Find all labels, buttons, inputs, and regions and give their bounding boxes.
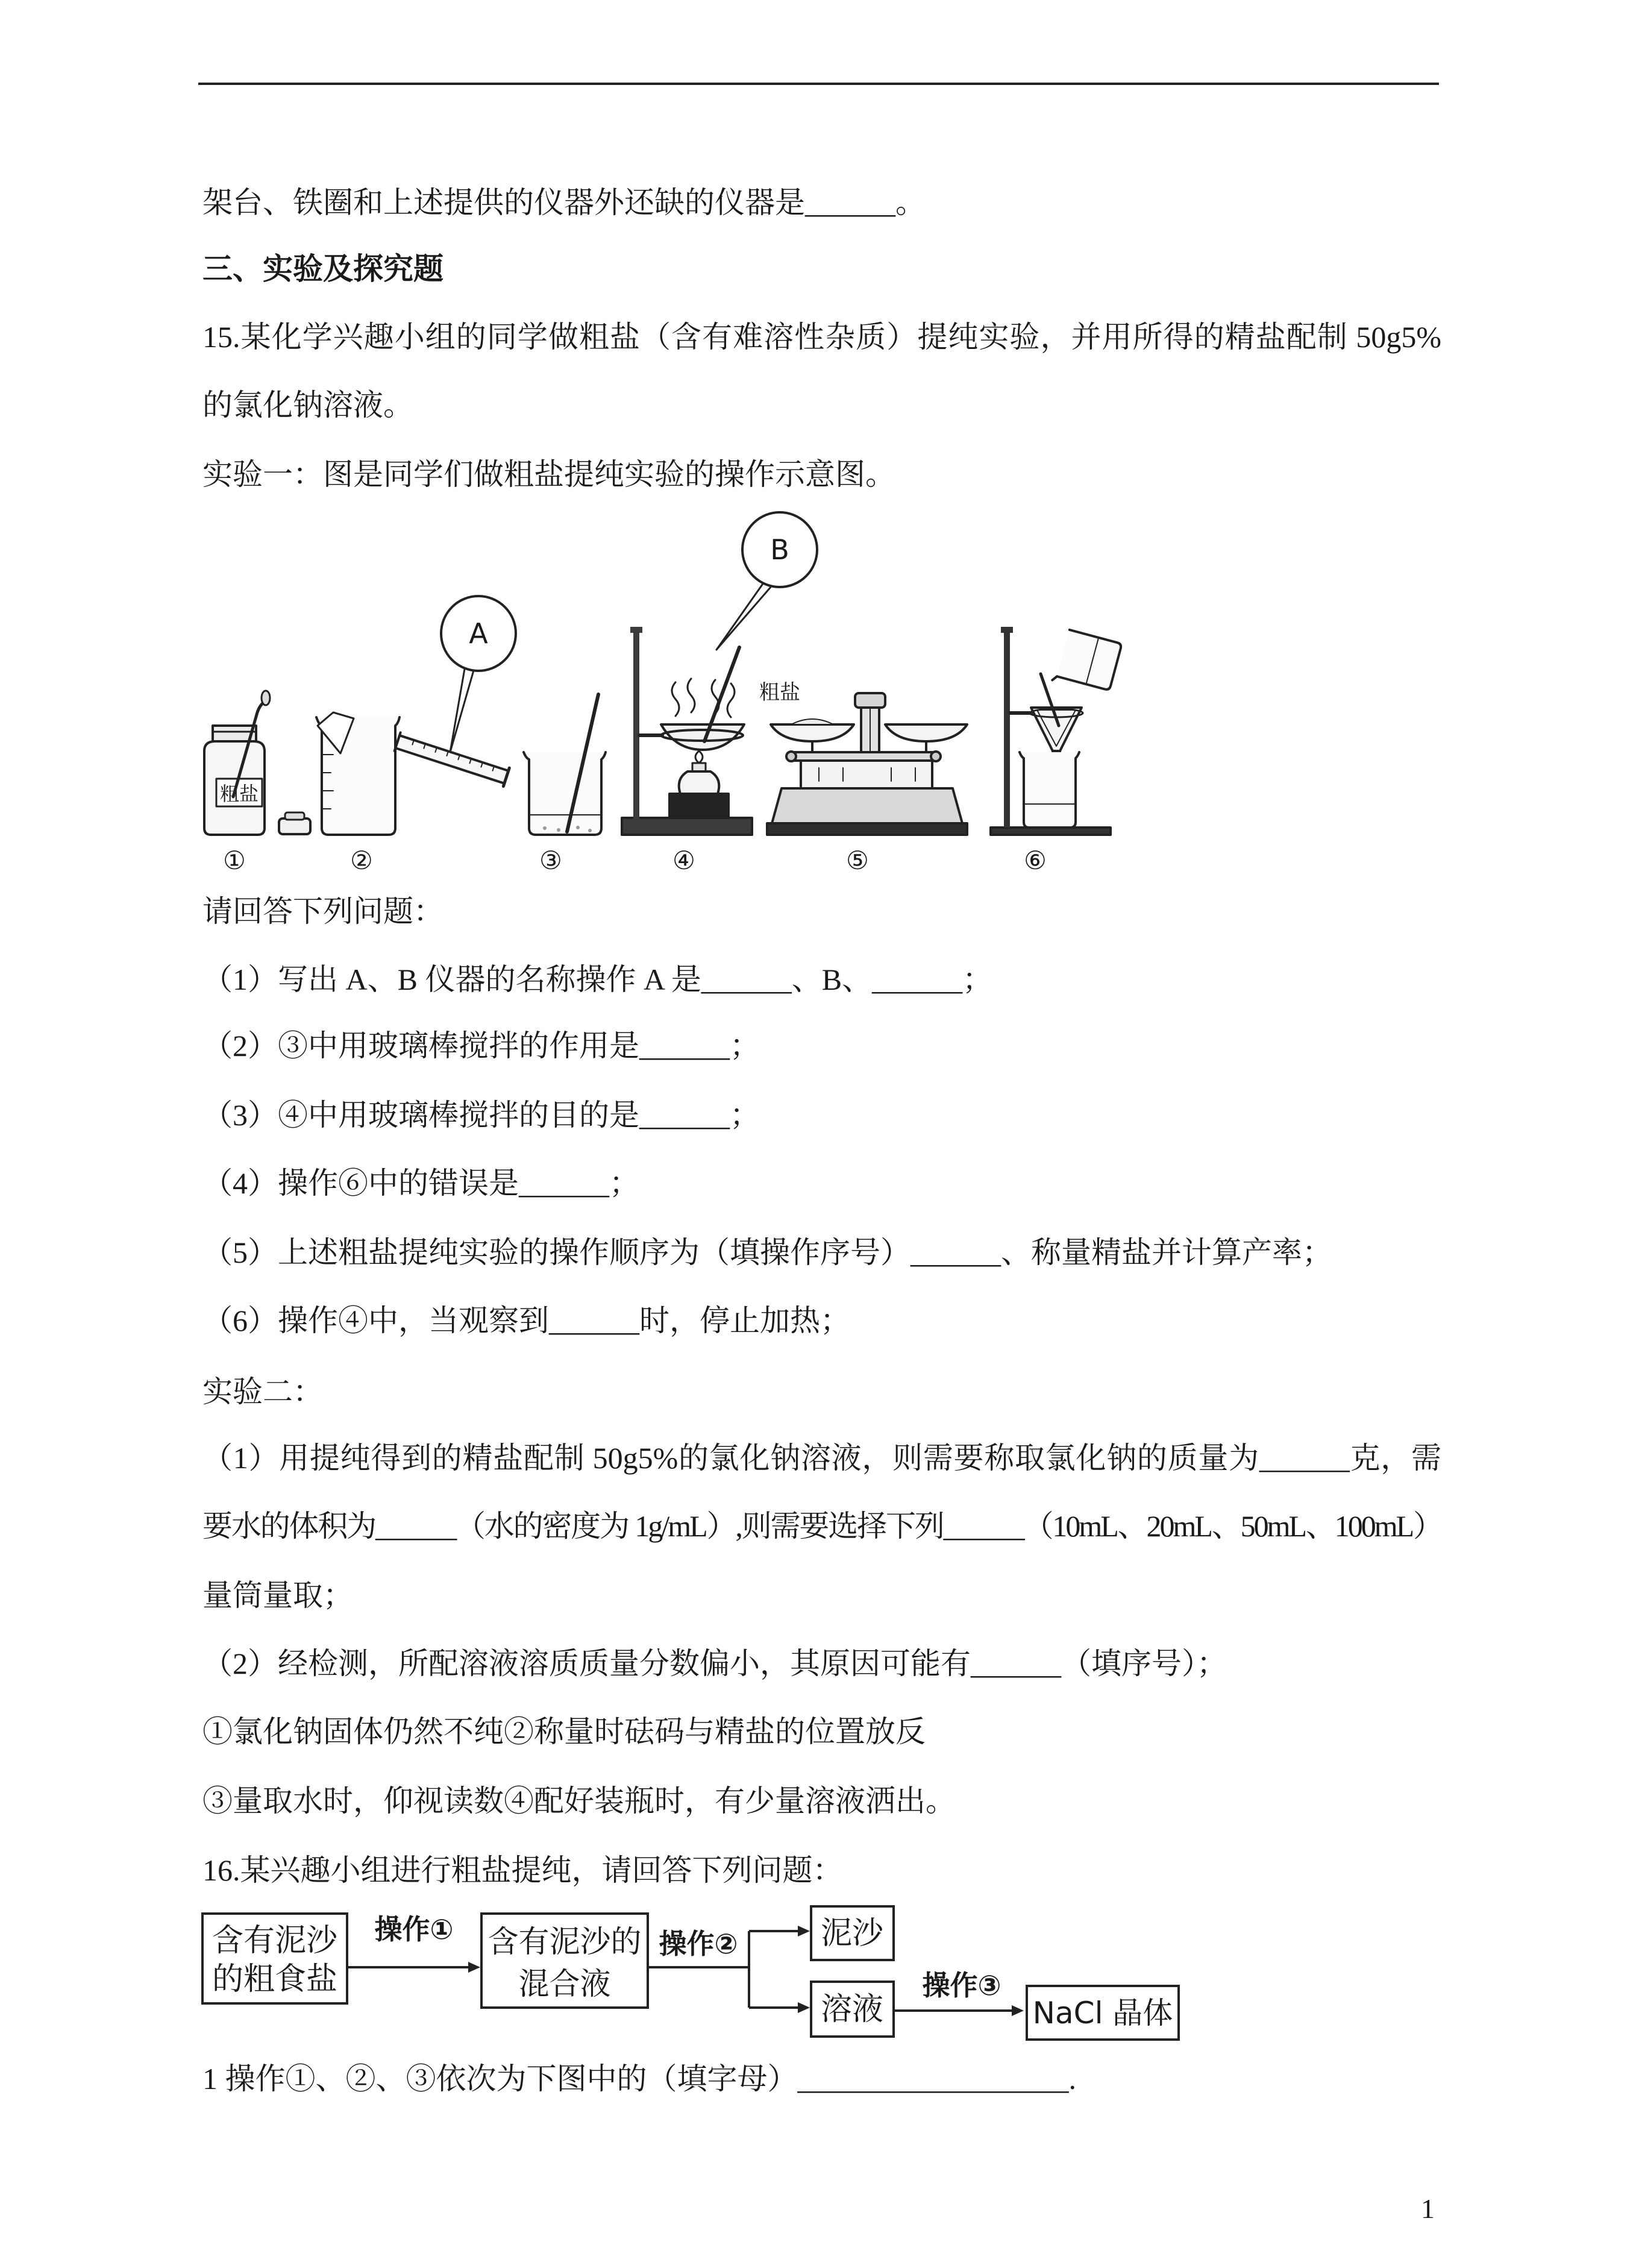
lamp-flame [695,751,703,763]
flow-residue-label: 泥沙 [820,1915,884,1952]
step5-weighing [759,680,967,835]
intro-tail-line: 架台、铁圈和上述提供的仪器外还缺的仪器是______。 [202,186,926,219]
step-label-2: ② [350,846,373,875]
exp1-question-4: （4）操作⑥中的错误是______； [202,1166,639,1200]
q15-stem-line2: 的氯化钠溶液。 [202,388,413,422]
arrowhead-icon [798,2002,810,2013]
receiving-beaker [1020,752,1079,828]
exp1-question-1: （1）写出 A、B 仪器的名称操作 A 是______、B、______； [202,963,993,996]
page-number: 1 [1421,2193,1435,2224]
flow-product-label: NaCl 晶体 [1032,1996,1173,2031]
exp2-question1-line1: （1）用提纯得到的精盐配制 50g5%的氯化钠溶液，则需要称取氯化钠的质量为______克，需 [202,1441,1441,1475]
q16-stem: 16.某兴趣小组进行粗盐提纯，请回答下列问题： [202,1853,843,1887]
arrowhead-icon [1012,2005,1024,2016]
lamp-block [669,794,729,818]
step-label-3: ③ [539,846,562,875]
flow-mixture-line1: 含有泥沙的 [487,1924,642,1960]
evaporating-dish [661,724,744,750]
beaker [524,752,606,835]
stand-pole [633,631,639,819]
experiment2-title: 实验二： [202,1375,323,1409]
stand-pole [1004,631,1010,828]
experiment1-title: 实验一：图是同学们做粗盐提纯实验的操作示意图。 [202,457,895,491]
right-pan [885,724,967,741]
pouring-beaker [1052,629,1122,695]
callout-b-label: B [770,533,789,566]
callout-a-label: A [469,617,488,650]
exp2-options-line1: ①氯化钠固体仍然不纯②称量时砝码与精盐的位置放反 [202,1715,926,1748]
arrowhead-icon [798,1926,810,1937]
exp2-question1-line3: 量筒量取； [202,1578,353,1612]
header-rule [198,83,1439,85]
flow-filtrate-label: 溶液 [820,1991,884,2028]
step-label-5: ⑤ [846,846,869,875]
flow-op3-label: 操作③ [922,1969,1001,2002]
experiment-figure [198,501,1138,881]
step-label-6: ⑥ [1024,846,1047,875]
section-heading: 三、实验及探究题 [202,251,443,286]
step6-filtration [991,627,1122,835]
q16-subquestion-1: 1 操作①、②、③依次为下图中的（填字母）__________________. [202,2062,1076,2096]
flow-start-line2: 的粗食盐 [212,1961,338,1997]
exp2-question2: （2）经检测，所配溶液溶质质量分数偏小，其原因可能有______（填序号）； [202,1647,1227,1680]
exp2-options-line2: ③量取水时，仰视读数④配好装瓶时，有少量溶液洒出。 [202,1784,956,1818]
left-pan [771,724,854,741]
exp1-question-3: （3）④中用玻璃棒搅拌的目的是______； [202,1098,760,1132]
callout-b [716,512,817,650]
exp1-question-5: （5）上述粗盐提纯实验的操作顺序为（填操作序号）______、称量精盐并计算产率； [202,1236,1332,1269]
step-labels [223,846,1047,875]
exp1-question-6: （6）操作④中，当观察到______时，停止加热； [202,1304,850,1337]
purification-flowchart [199,1902,1187,2046]
step4-evaporation [622,512,817,835]
q15-stem-line1: 15.某化学兴趣小组的同学做粗盐（含有难溶性杂质）提纯实验，并用所得的精盐配制 50g5% [202,320,1441,354]
callout-a [441,596,516,752]
alcohol-lamp [679,771,719,794]
step-label-4: ④ [672,846,695,875]
arrowhead-icon [468,1962,480,1973]
jar-label: 粗盐 [219,782,259,805]
step-label-1: ① [223,846,246,875]
step1-reagent-jar [204,691,310,835]
exp1-question-2: （2）③中用玻璃棒搅拌的作用是______； [202,1029,760,1063]
balance-label: 粗盐 [759,680,800,705]
flow-mixture-line2: 混合液 [518,1967,611,2002]
flow-op2-label: 操作② [659,1927,738,1960]
exp2-question1-line2: 要水的体积为______（水的密度为 1g/mL）,则需要选择下列______（10mL、20mL、50mL、100mL） [202,1509,1441,1543]
step2-dissolving [316,596,516,835]
balance-base [767,823,967,835]
stand-base [622,818,752,835]
flow-op1-label: 操作① [374,1913,454,1946]
step3-stirring [524,694,606,835]
flow-start-line1: 含有泥沙 [212,1923,338,1959]
salt-pile [791,719,833,724]
balance-beam [795,752,932,761]
answer-prompt: 请回答下列问题： [202,894,443,928]
jar-stopper [279,818,310,834]
